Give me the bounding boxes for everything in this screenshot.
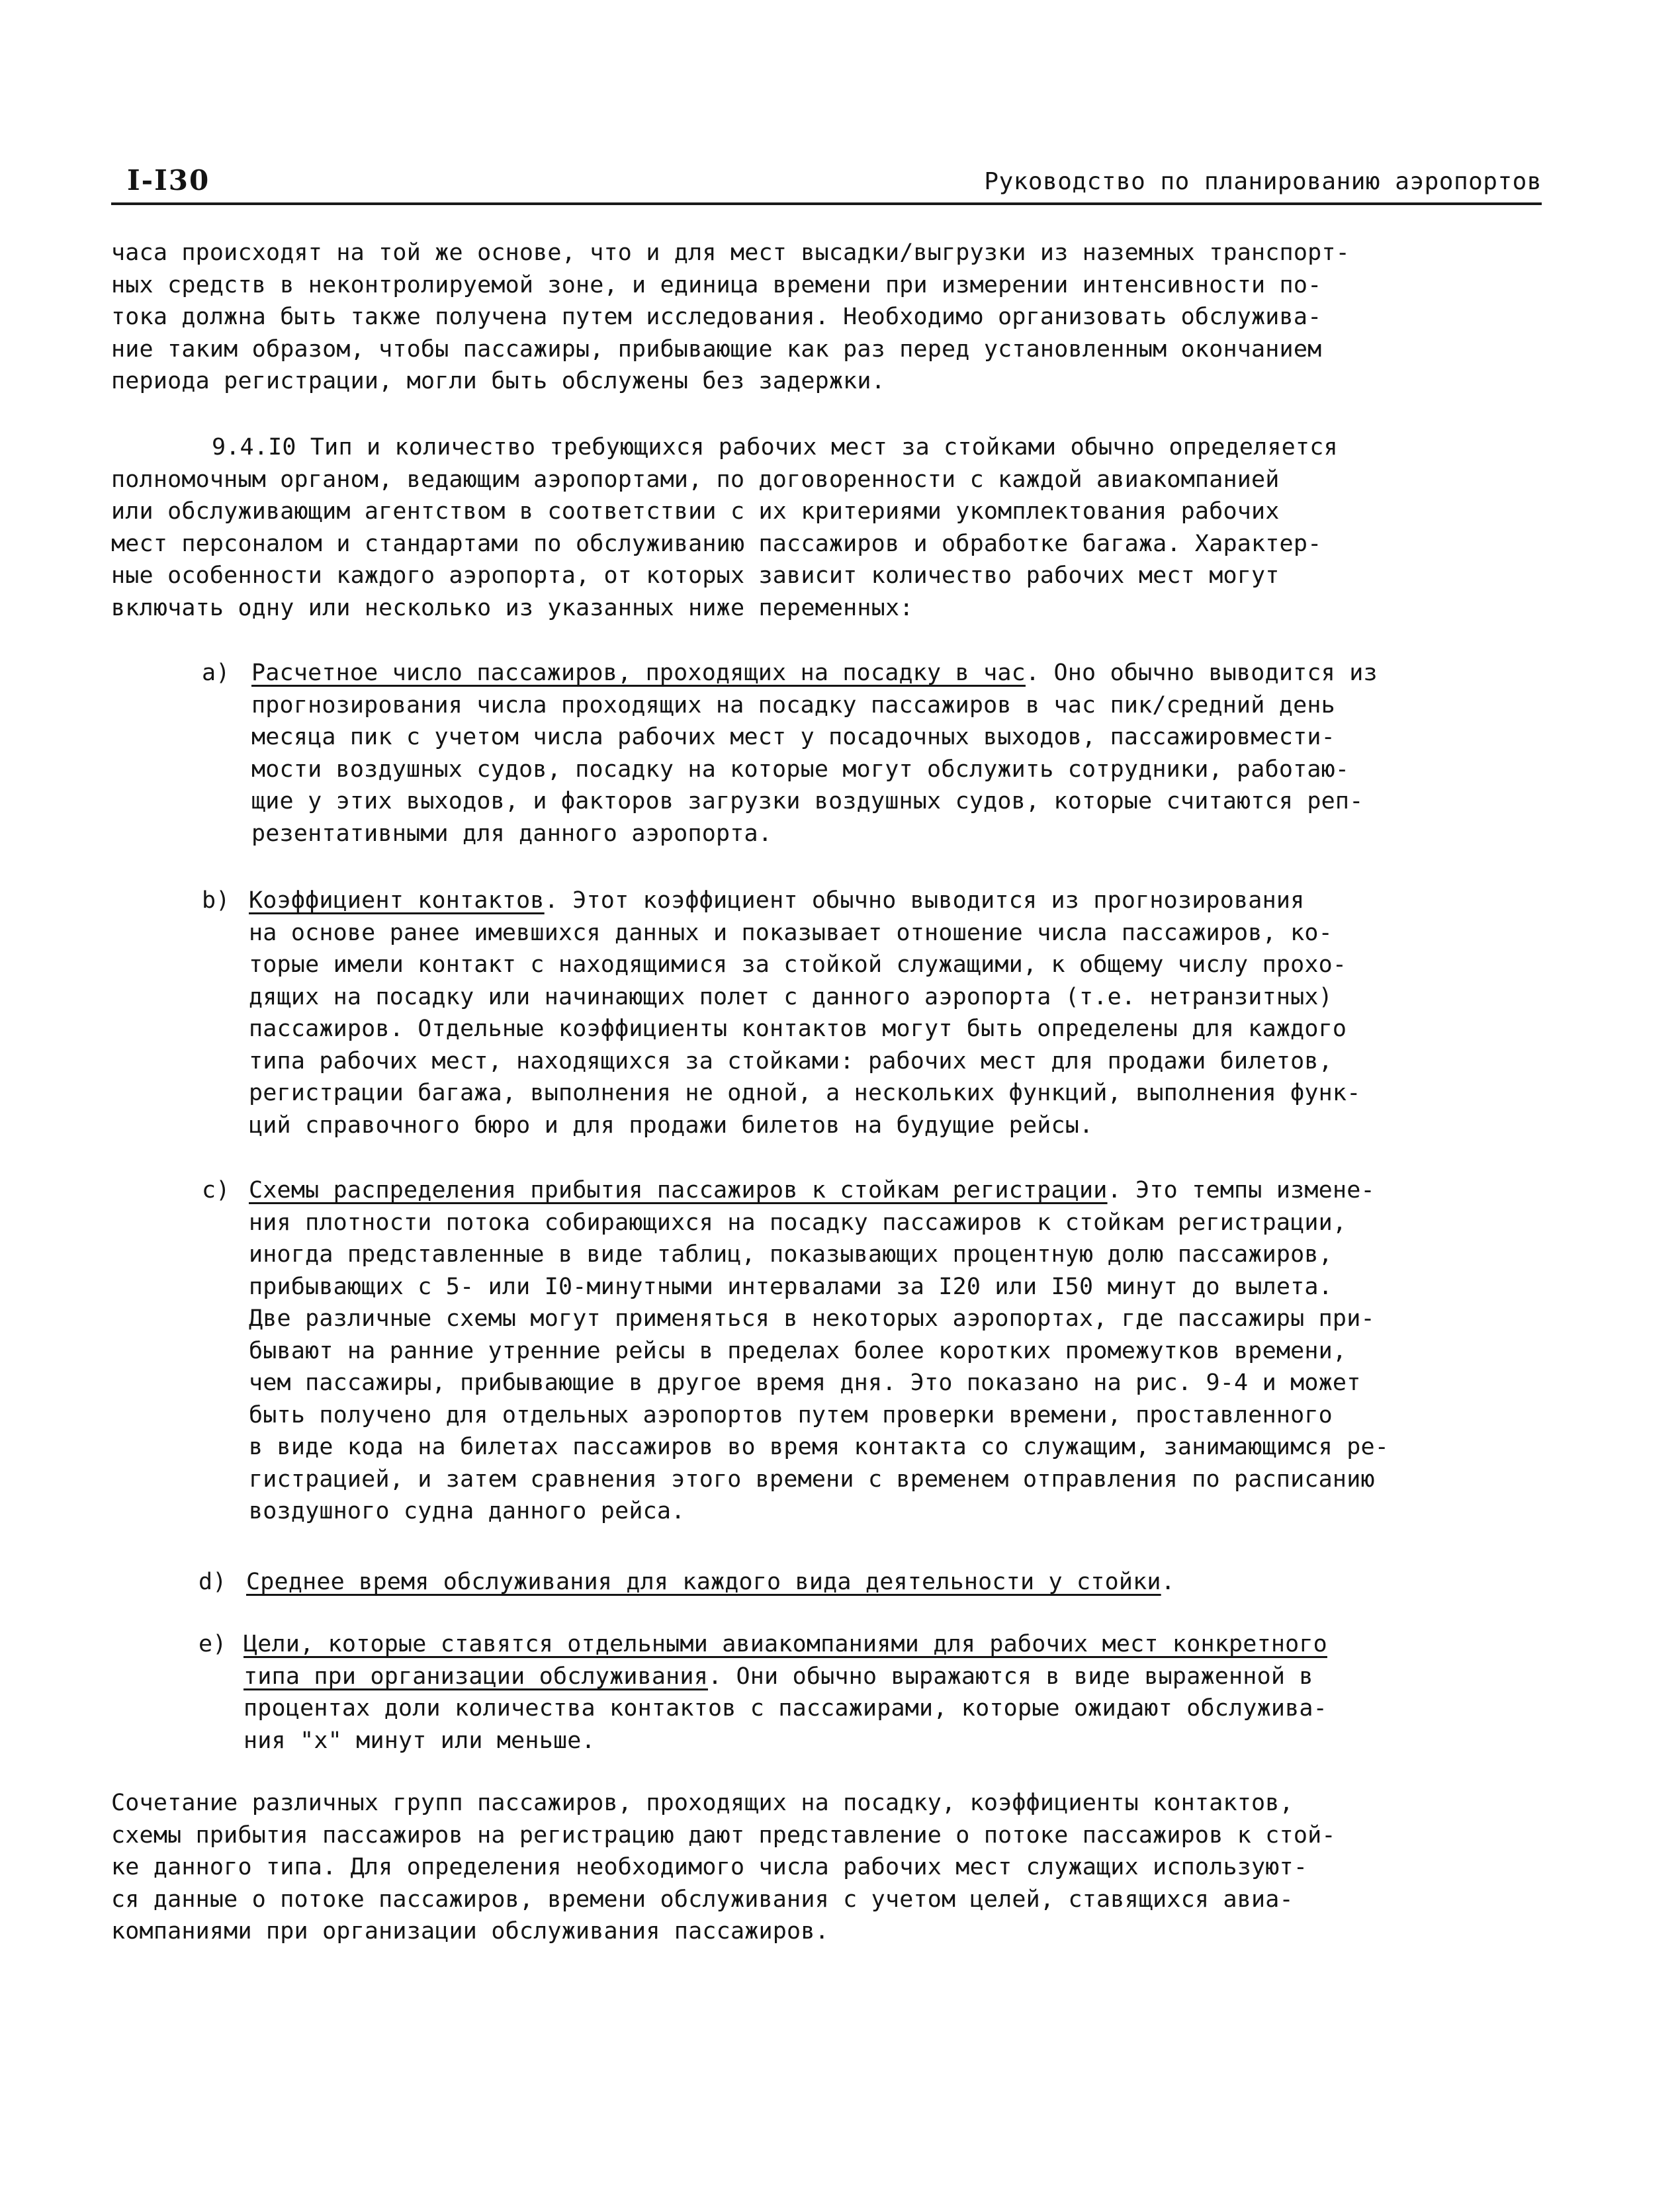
line-text: мости воздушных судов, посадку на которые могут обслужить сотрудники, работаю-: [251, 756, 1350, 783]
line-text: чем пассажиры, прибывающие в другое время дня. Это показано на рис. 9-4 и может: [249, 1370, 1361, 1396]
underlined-term: Цели, которые ставятся отдельными авиакомпаниями для рабочих мест конкретного: [243, 1631, 1327, 1657]
line-text: ния плотности потока собирающихся на посадку пассажиров к стойкам регистрации,: [249, 1209, 1347, 1236]
line-text: Две различные схемы могут применяться в некоторых аэропортах, где пассажиры при-: [249, 1305, 1375, 1332]
line-text: процентах доли количества контактов с пассажирами, которые ожидают обслужива-: [243, 1695, 1327, 1722]
text-line: [243, 1660, 1313, 1693]
text-line: [111, 463, 1280, 496]
text-line: [111, 300, 1321, 333]
running-title: Руководство по планированию аэропортов: [984, 168, 1542, 195]
text-line: [243, 1628, 1327, 1661]
underlined-term: Схемы распределения прибытия пассажиров к стойкам регистрации: [249, 1177, 1108, 1203]
text-line: [249, 1302, 1375, 1335]
text-line: [251, 753, 1349, 786]
text-line: [111, 269, 1321, 302]
line-text: схемы прибытия пассажиров на регистрацию дают представление о потоке пассажиров к стой-: [111, 1822, 1336, 1849]
line-text: ся данные о потоке пассажиров, времени обслуживания с учетом целей, ставящихся авиа-: [111, 1886, 1294, 1913]
underlined-term: Коэффициент контактов: [249, 887, 545, 914]
text-line: [111, 495, 1280, 528]
text-line: [249, 1109, 1093, 1142]
line-text: мест персоналом и стандартами по обслуживанию пассажиров и обработке багажа. Характер-: [111, 531, 1322, 557]
line-text: или обслуживающим агентством в соответствии с их критериями укомплектования рабочих: [111, 498, 1280, 525]
text-line: [251, 689, 1335, 722]
line-text: часа происходят на той же основе, что и для мест высадки/выгрузки из наземных транспорт-: [111, 240, 1350, 266]
text-line: [212, 431, 1338, 464]
underlined-term: типа при организации обслуживания: [243, 1663, 708, 1690]
text-line: [249, 948, 1347, 981]
line-text: быть получено для отдельных аэропортов путем проверки времени, проставленного: [249, 1402, 1333, 1428]
line-text: дящих на посадку или начинающих полет с данного аэропорта (т.е. нетранзитных): [249, 984, 1333, 1010]
line-text: воздушного судна данного рейса.: [249, 1498, 685, 1524]
text-line: [251, 656, 1378, 689]
text-line: [249, 1463, 1375, 1496]
text-line: [251, 721, 1335, 754]
text-line: [249, 916, 1333, 949]
line-text: полномочным органом, ведающим аэропортами, по договоренности с каждой авиакомпанией: [111, 466, 1280, 493]
text-line: [111, 559, 1280, 592]
line-text: 9.4.I0 Тип и количество требующихся рабочих мест за стойками обычно определяется: [212, 434, 1338, 460]
line-text: периода регистрации, могли быть обслужены без задержки.: [111, 368, 885, 394]
text-line: [111, 527, 1321, 560]
line-text: . Этот коэффициент обычно выводится из прогнозирования: [544, 887, 1305, 914]
line-text: пассажиров. Отдельные коэффициенты контактов могут быть определены для каждого: [249, 1016, 1347, 1042]
line-text: регистрации багажа, выполнения не одной, а нескольких функций, выполнения функ-: [249, 1080, 1361, 1106]
text-line: [251, 817, 772, 850]
text-line: [111, 333, 1321, 366]
line-text: ных средств в неконтролируемой зоне, и единица времени при измерении интенсивности по-: [111, 272, 1322, 298]
line-text: на основе ранее имевшихся данных и показывает отношение числа пассажиров, ко-: [249, 920, 1333, 946]
text-line: [249, 1430, 1389, 1464]
line-text: месяца пик с учетом числа рабочих мест у посадочных выходов, пассажировмести-: [251, 724, 1335, 750]
line-text: . Оно обычно выводится из: [1025, 660, 1378, 686]
text-line: [249, 1206, 1347, 1239]
text-line: [111, 1786, 1294, 1819]
list-item-label: a): [202, 660, 230, 686]
text-line: [111, 365, 885, 398]
line-text: . Это темпы измене-: [1107, 1177, 1375, 1203]
list-item-label: b): [202, 887, 230, 914]
page-header: [111, 157, 1542, 205]
line-text: компаниями при организации обслуживания пассажиров.: [111, 1918, 829, 1945]
text-line: [249, 1366, 1360, 1399]
text-line: [111, 1883, 1294, 1916]
list-item-label: c): [202, 1177, 230, 1203]
text-line: [111, 1819, 1336, 1852]
text-line: [249, 1012, 1347, 1045]
line-text: ные особенности каждого аэропорта, от которых зависит количество рабочих мест могут: [111, 562, 1280, 589]
line-text: тока должна быть также получена путем исследования. Необходимо организовать обслужива-: [111, 304, 1322, 330]
line-text: в виде кода на билетах пассажиров во время контакта со служащим, занимающимся ре-: [249, 1434, 1390, 1460]
text-line: [246, 1565, 1175, 1598]
list-item-label: d): [199, 1569, 227, 1595]
list-item-label: e): [199, 1631, 227, 1657]
text-line: [249, 1495, 685, 1528]
line-text: прибывающих с 5- или I0-минутными интервалами за I20 или I50 минут до вылета.: [249, 1274, 1333, 1300]
line-text: щие у этих выходов, и факторов загрузки воздушных судов, которые считаются реп-: [251, 788, 1364, 814]
text-line: [249, 1335, 1347, 1368]
text-line: [249, 1045, 1333, 1078]
text-line: [111, 591, 914, 625]
underlined-term: Расчетное число пассажиров, проходящих на посадку в час: [251, 660, 1026, 686]
line-text: прогнозирования числа проходящих на посадку пассажиров в час пик/средний день: [251, 692, 1335, 719]
text-line: [243, 1724, 596, 1757]
text-line: [249, 1270, 1333, 1303]
line-text: бывают на ранние утренние рейсы в пределах более коротких промежутков времени,: [249, 1338, 1347, 1364]
text-line: [243, 1692, 1327, 1725]
line-text: Сочетание различных групп пассажиров, проходящих на посадку, коэффициенты контактов,: [111, 1790, 1294, 1816]
underlined-term: Среднее время обслуживания для каждого вида деятельности у стойки: [246, 1569, 1161, 1595]
text-line: [249, 884, 1304, 917]
text-line: [249, 1238, 1333, 1271]
text-line: [111, 1915, 829, 1948]
line-text: ке данного типа. Для определения необходимого числа рабочих мест служащих используют-: [111, 1854, 1308, 1880]
text-line: [111, 1851, 1307, 1884]
line-text: иногда представленные в виде таблиц, показывающих процентную долю пассажиров,: [249, 1241, 1333, 1268]
line-text: торые имели контакт с находящимися за стойкой служащими, к общему числу прохо-: [249, 951, 1347, 978]
line-text: гистрацией, и затем сравнения этого времени с временем отправления по расписанию: [249, 1466, 1375, 1493]
text-line: [251, 785, 1363, 818]
line-text: . Они обычно выражаются в виде выраженной в: [707, 1663, 1313, 1690]
line-text: типа рабочих мест, находящихся за стойками: рабочих мест для продажи билетов,: [249, 1048, 1333, 1074]
line-text: ния "x" минут или меньше.: [243, 1728, 596, 1754]
text-line: [249, 981, 1333, 1014]
line-text: резентативными для данного аэропорта.: [251, 820, 773, 847]
text-line: [111, 236, 1350, 269]
line-text: .: [1161, 1569, 1175, 1595]
text-line: [249, 1399, 1333, 1432]
line-text: ние таким образом, чтобы пассажиры, прибывающие как раз перед установленным окончанием: [111, 336, 1322, 363]
text-line: [249, 1076, 1360, 1110]
page-number: I-I30: [127, 164, 210, 197]
line-text: ций справочного бюро и для продажи билетов на будущие рейсы.: [249, 1112, 1094, 1139]
text-line: [249, 1174, 1375, 1207]
line-text: включать одну или несколько из указанных ниже переменных:: [111, 595, 914, 621]
